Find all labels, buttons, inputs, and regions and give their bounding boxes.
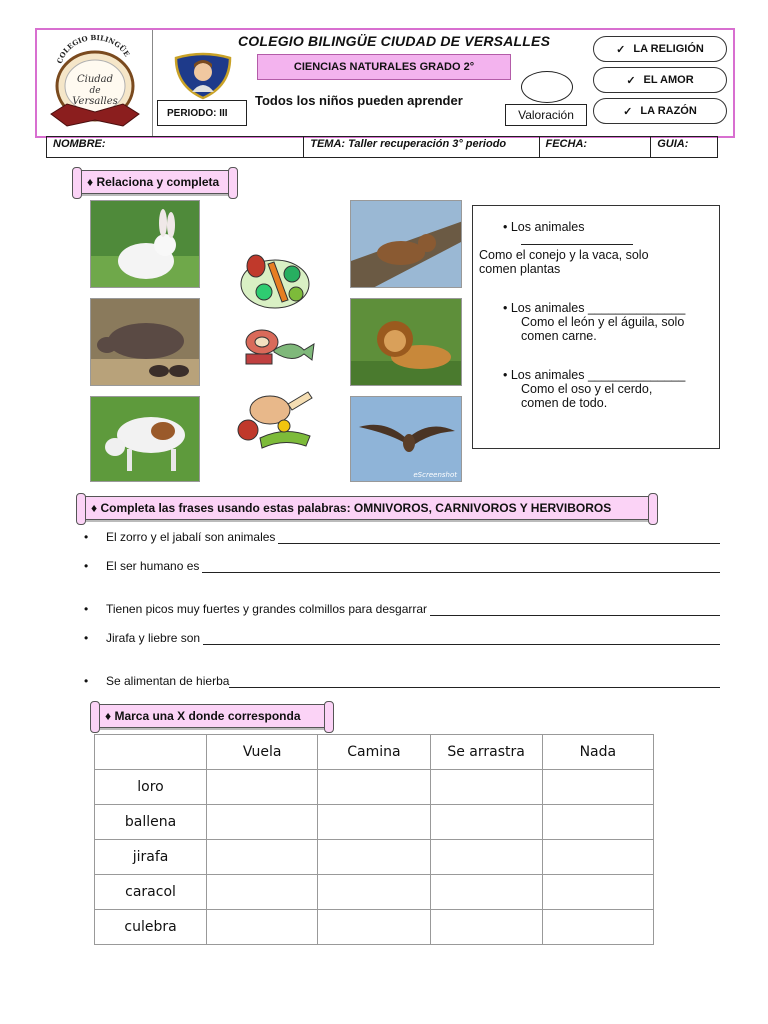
mark-cell[interactable] [430, 770, 542, 805]
def1-text: Como el conejo y la vaca, solo comen plantas [479, 248, 649, 276]
bullet: • [84, 674, 89, 688]
value-label: EL AMOR [643, 74, 694, 86]
mark-cell[interactable] [318, 770, 430, 805]
photo-watermark: eScreenshot [413, 471, 457, 479]
mixed-food-icon [234, 386, 318, 452]
mark-cell[interactable] [207, 875, 318, 910]
mark-cell[interactable] [430, 840, 542, 875]
section-relaciona-banner: ♦ Relaciona y completa [76, 170, 234, 194]
mark-cell[interactable] [207, 770, 318, 805]
column-header: Se arrastra [430, 735, 542, 770]
row-label: caracol [95, 875, 207, 910]
table-row [95, 875, 654, 910]
logo-top-text: COLEGIO BILINGÜE [54, 32, 132, 65]
row-label: culebra [95, 910, 207, 945]
mark-cell[interactable] [318, 875, 430, 910]
date-field[interactable]: FECHA: [540, 137, 652, 157]
answer-line[interactable] [278, 531, 720, 544]
school-name: COLEGIO BILINGÜE CIUDAD DE VERSALLES [238, 33, 551, 49]
answer-line[interactable] [430, 603, 720, 616]
table-row [95, 840, 654, 875]
table-row [95, 805, 654, 840]
mark-cell[interactable] [430, 910, 542, 945]
bullet: • [84, 631, 89, 645]
section-completa-banner: ♦ Completa las frases usando estas palabras: OMNIVOROS, CARNIVOROS Y HERVIBOROS [80, 496, 654, 520]
subject-title: CIENCIAS NATURALES GRADO 2° [257, 54, 511, 80]
table-header-row [95, 735, 654, 770]
bullet: • [84, 602, 89, 616]
mark-cell[interactable] [542, 770, 653, 805]
table-row [95, 770, 654, 805]
value-religion [593, 36, 727, 62]
meat-fish-icon [240, 322, 316, 368]
mark-cell[interactable] [430, 875, 542, 910]
row-label: ballena [95, 805, 207, 840]
mark-cell[interactable] [542, 875, 653, 910]
mark-cell[interactable] [542, 910, 653, 945]
value-label: LA RAZÓN [640, 105, 697, 117]
bear-photo [350, 200, 462, 288]
mark-cell[interactable] [318, 840, 430, 875]
value-razon [593, 98, 727, 124]
rabbit-photo [90, 200, 200, 288]
def2-title: • Los animales ______________ [503, 301, 686, 315]
bullet: • [84, 530, 89, 544]
table-corner-cell [95, 735, 207, 770]
child-shield-emblem [172, 52, 234, 100]
logo-word-3: Versalles [72, 96, 118, 107]
lion-photo [350, 298, 462, 386]
motto: Todos los niños pueden aprender [255, 93, 463, 108]
period-label: PERIODO: III [157, 100, 247, 126]
eagle-photo [350, 396, 462, 482]
student-info-row [46, 136, 718, 158]
sentence-3: • Tienen picos muy fuertes y grandes colmillos para desgarrar [84, 602, 720, 616]
logo-word-1: Ciudad [76, 74, 114, 85]
mark-cell[interactable] [542, 840, 653, 875]
animals-definitions-box [472, 205, 720, 449]
check-icon: ✓ [626, 74, 636, 87]
def1-answer-line[interactable] [521, 244, 633, 245]
mark-cell[interactable] [207, 840, 318, 875]
def1-title: • Los animales [503, 220, 585, 234]
value-amor [593, 67, 727, 93]
mark-cell[interactable] [430, 805, 542, 840]
section-marca-banner: ♦ Marca una X donde corresponda [94, 704, 330, 728]
guide-field[interactable]: GUIA: [657, 138, 689, 150]
value-label: LA RELIGIÓN [633, 43, 704, 55]
answer-line[interactable] [229, 675, 720, 688]
vegetables-icon [236, 244, 314, 314]
row-label: jirafa [95, 840, 207, 875]
cow-photo [90, 396, 200, 482]
bullet: • [84, 559, 89, 573]
mark-cell[interactable] [207, 805, 318, 840]
column-header: Camina [318, 735, 430, 770]
table-row [95, 910, 654, 945]
def3-title: • Los animales ______________ [503, 368, 686, 382]
check-icon: ✓ [616, 43, 626, 56]
valoracion-box[interactable]: Valoración [505, 104, 587, 126]
def3-text: Como el oso y el cerdo, comen de todo. [521, 382, 653, 410]
mark-cell[interactable] [207, 910, 318, 945]
mark-cell[interactable] [318, 805, 430, 840]
sentence-2: • El ser humano es [84, 559, 720, 573]
answer-line[interactable] [202, 560, 720, 573]
name-field[interactable]: NOMBRE: [47, 137, 304, 157]
answer-line[interactable] [203, 632, 720, 645]
sentence-4: • Jirafa y liebre son [84, 631, 720, 645]
column-header: Nada [542, 735, 653, 770]
row-label: loro [95, 770, 207, 805]
check-icon: ✓ [623, 105, 633, 118]
school-logo [37, 30, 153, 136]
mark-cell[interactable] [542, 805, 653, 840]
logo-word-2: de [89, 86, 101, 96]
column-header: Vuela [207, 735, 318, 770]
grade-oval [521, 71, 573, 103]
pigs-photo [90, 298, 200, 386]
classification-table [94, 734, 654, 945]
sentence-1: • El zorro y el jabalí son animales [84, 530, 720, 544]
sentence-5: • Se alimentan de hierba [84, 674, 720, 688]
def2-text: Como el león y el águila, solo comen carne. [521, 315, 685, 343]
topic-field: TEMA: Taller recuperación 3° periodo [304, 137, 539, 157]
mark-cell[interactable] [318, 910, 430, 945]
